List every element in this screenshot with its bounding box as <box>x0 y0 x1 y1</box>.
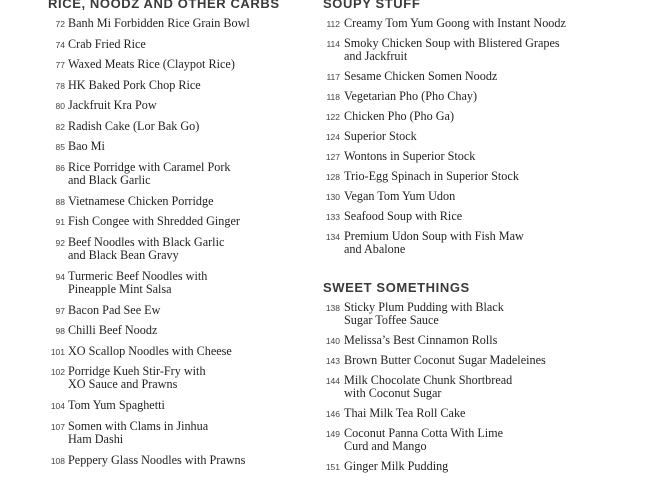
page-number: 133 <box>325 212 340 222</box>
toc-entry <box>48 140 318 161</box>
recipe-title: HK Baked Pork Chop Rice <box>68 77 201 92</box>
page-number: 98 <box>55 326 65 336</box>
page-number: 104 <box>50 401 65 411</box>
page-number: 140 <box>325 336 340 346</box>
page-number: 108 <box>50 455 65 466</box>
toc-entry <box>48 420 318 454</box>
toc-entry <box>323 210 623 230</box>
recipe-title: Smoky Chicken Soup with Blistered Grapes and Jackfruit <box>344 36 560 63</box>
recipe-title: Beef Noodles with Black Garlic and Black Bean Gravy <box>68 234 225 262</box>
page-number: 144 <box>325 376 340 386</box>
recipe-title: Bao Mi <box>68 139 105 153</box>
page-number: 92 <box>55 237 65 248</box>
toc-entry <box>48 38 318 59</box>
recipe-title: Waxed Meats Rice (Claypot Rice) <box>68 57 235 71</box>
toc-entry <box>323 130 623 150</box>
recipe-title: XO Scallop Noodles with Cheese <box>68 343 232 358</box>
recipe-list-soupy-stuff <box>323 17 623 263</box>
toc-entry <box>48 58 318 79</box>
recipe-title: Chicken Pho (Pho Ga) <box>344 109 455 123</box>
toc-entry <box>323 407 623 427</box>
toc-entry <box>323 374 623 407</box>
recipe-title: Ginger Milk Pudding <box>344 459 449 473</box>
recipe-title: Tom Yum Spaghetti <box>68 398 165 412</box>
toc-entry <box>323 150 623 170</box>
recipe-title: Melissa’s Best Cinnamon Rolls <box>344 333 498 347</box>
toc-entry <box>323 460 623 480</box>
toc-entry <box>323 190 623 210</box>
page-number: 130 <box>325 192 340 202</box>
recipe-title: Superior Stock <box>344 129 417 143</box>
toc-entry <box>48 304 318 325</box>
section-title-soupy-stuff: SOUPY STUFF <box>323 0 421 11</box>
recipe-title: Vegetarian Pho (Pho Chay) <box>344 89 478 103</box>
toc-entry <box>48 99 318 120</box>
recipe-title: Premium Udon Soup with Fish Maw and Abalone <box>344 229 524 256</box>
page-number: 138 <box>325 303 340 313</box>
page-number: 80 <box>55 101 65 111</box>
toc-entry <box>323 427 623 460</box>
toc-entry <box>48 79 318 100</box>
toc-entry <box>48 454 318 475</box>
page-number: 102 <box>50 367 65 377</box>
toc-entry <box>48 365 318 399</box>
page-number: 112 <box>326 19 340 29</box>
toc-entry <box>48 399 318 420</box>
page-number: 134 <box>325 232 340 242</box>
toc-entry <box>323 230 623 263</box>
toc-entry <box>48 236 318 270</box>
page-number: 97 <box>55 305 65 316</box>
page-number: 74 <box>55 39 65 50</box>
page-number: 101 <box>50 346 65 357</box>
section-title-rice-noodz: RICE, NOODZ AND OTHER CARBS <box>48 0 280 11</box>
recipe-title: Vietnamese Chicken Porridge <box>68 193 214 208</box>
recipe-title: Porridge Kueh Stir-Fry with XO Sauce and Prawns <box>68 364 206 391</box>
toc-entry <box>323 170 623 190</box>
page-number: 107 <box>50 421 65 432</box>
recipe-title: Turmeric Beef Noodles with Pineapple Mint Salsa <box>68 268 208 296</box>
recipe-title: Chilli Beef Noodz <box>68 323 158 337</box>
toc-entry <box>323 110 623 130</box>
toc-entry <box>48 195 318 216</box>
page-number: 72 <box>55 19 65 29</box>
toc-entry <box>323 90 623 110</box>
recipe-title: Sticky Plum Pudding with Black Sugar Toffee Sauce <box>344 300 504 327</box>
recipe-title: Creamy Tom Yum Goong with Instant Noodz <box>344 16 566 30</box>
toc-entry <box>323 37 623 70</box>
recipe-title: Rice Porridge with Caramel Pork and Black Garlic <box>68 159 231 187</box>
section-title-sweet-somethings: SWEET SOMETHINGS <box>323 280 470 295</box>
recipe-title: Seafood Soup with Rice <box>344 209 463 223</box>
page-number: 143 <box>325 356 340 366</box>
page-number: 91 <box>55 217 65 227</box>
toc-entry <box>323 334 623 354</box>
toc-entry <box>48 161 318 195</box>
page-number: 117 <box>326 72 340 82</box>
recipe-list-rice-noodz <box>48 17 318 474</box>
recipe-title: Vegan Tom Yum Udon <box>344 189 456 203</box>
page-number: 85 <box>55 142 65 152</box>
toc-entry <box>323 17 623 37</box>
page-number: 88 <box>55 196 65 207</box>
page-number: 94 <box>55 271 65 282</box>
recipe-title: Peppery Glass Noodles with Prawns <box>68 452 246 467</box>
recipe-title: Somen with Clams in Jinhua Ham Dashi <box>68 418 209 446</box>
recipe-title: Crab Fried Rice <box>68 36 146 51</box>
toc-entry <box>323 301 623 334</box>
recipe-title: Bacon Pad See Ew <box>68 302 161 317</box>
toc-entry <box>48 215 318 236</box>
recipe-title: Coconut Panna Cotta With Lime Curd and Mango <box>344 426 504 453</box>
recipe-title: Wontons in Superior Stock <box>344 149 476 163</box>
page-number: 146 <box>325 409 340 419</box>
recipe-title: Trio-Egg Spinach in Superior Stock <box>344 169 519 183</box>
recipe-title: Banh Mi Forbidden Rice Grain Bowl <box>68 16 250 30</box>
toc-entry <box>48 17 318 38</box>
recipe-title: Thai Milk Tea Roll Cake <box>344 406 466 420</box>
recipe-title: Jackfruit Kra Pow <box>68 98 157 112</box>
recipe-list-sweet-somethings <box>323 301 623 480</box>
page-number: 77 <box>55 60 65 70</box>
page-number: 118 <box>326 92 340 102</box>
page-number: 78 <box>55 80 65 91</box>
recipe-title: Sesame Chicken Somen Noodz <box>344 69 498 83</box>
page-number: 151 <box>325 462 340 472</box>
page-number: 128 <box>325 172 340 182</box>
page-number: 82 <box>55 121 65 132</box>
page-number: 124 <box>325 132 340 142</box>
recipe-title: Fish Congee with Shredded Ginger <box>68 214 240 228</box>
toc-entry <box>48 270 318 304</box>
toc-entry <box>48 324 318 345</box>
page-number: 127 <box>325 152 340 162</box>
page-number: 149 <box>325 429 340 439</box>
page-number: 114 <box>326 39 340 49</box>
toc-entry <box>48 345 318 366</box>
left-column <box>48 0 318 474</box>
toc-entry <box>323 354 623 374</box>
right-column <box>323 0 623 480</box>
page-number: 86 <box>55 162 65 173</box>
recipe-title: Brown Butter Coconut Sugar Madeleines <box>344 353 546 367</box>
recipe-title: Radish Cake (Lor Bak Go) <box>68 118 200 133</box>
toc-entry <box>323 70 623 90</box>
toc-entry <box>48 120 318 141</box>
recipe-title: Milk Chocolate Chunk Shortbread with Coconut Sugar <box>344 373 513 400</box>
page-number: 122 <box>325 112 340 122</box>
